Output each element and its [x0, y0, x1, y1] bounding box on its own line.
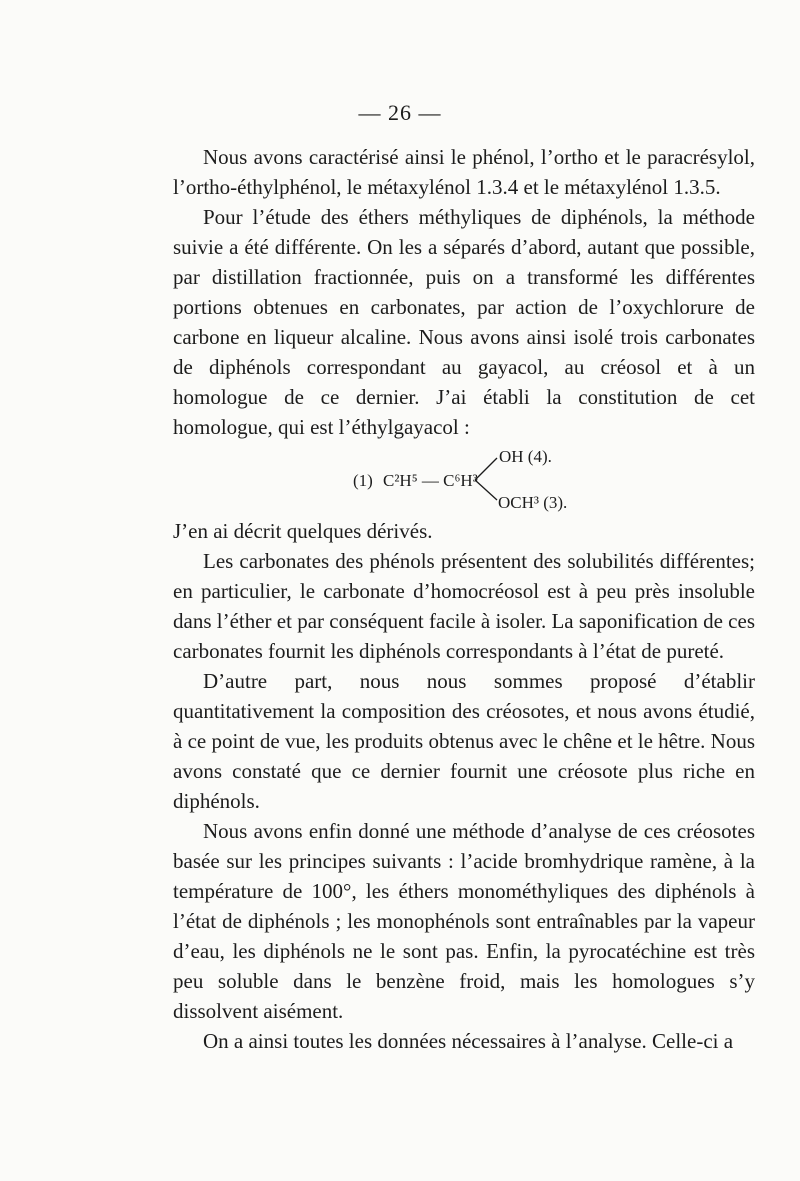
chemical-formula: [173, 442, 755, 516]
page-number: — 26 —: [358, 100, 442, 125]
formula-number: (1): [353, 471, 373, 490]
paragraph-1: Nous avons caractérisé ainsi le phénol, l’ortho et le paracrésylol, l’ortho-éthylphénol, le métaxylénol 1.3.4 et le métaxylénol 1.3.5.: [173, 145, 755, 199]
paragraph-5: D’autre part, nous nous sommes proposé d’établir quantitativement la composition des créosotes, et nous avons étudié, à ce point de vue, les produits obtenus avec le chêne et le hêtre. Nous avons constaté que ce dernier fournit une créosote plus riche en diphénols.: [173, 669, 755, 813]
formula-bottom-group: OCH³ (3).: [498, 493, 568, 512]
paragraph-4: Les carbonates des phénols présentent des solubilités différentes; en particulier, le carbonate d’homocréosol est à peu près insoluble dans l’éther et par conséquent facile à isoler. La saponification de ces carbonates fournit les diphénols correspondants à l’état de pureté.: [173, 549, 755, 663]
formula-top-group: OH (4).: [499, 447, 552, 466]
paragraph-7: On a ainsi toutes les données nécessaires à l’analyse. Celle-ci a: [203, 1029, 734, 1053]
body-text: [173, 142, 755, 1056]
formula-bonds-icon: [473, 456, 501, 502]
paragraph-2: Pour l’étude des éthers méthyliques de diphénols, la méthode suivie a été différente. On les a séparés d’abord, autant que possible, par distillation fractionnée, puis on a transformé les différentes portions obtenues en carbonates, par action de l’oxychlorure de carbone en liqueur alcaline. Nous avons ainsi isolé trois carbonates de diphénols correspondant au gayacol, au créosol et à un homologue de ce dernier. J’ai établi la constitution de cet homologue, qui est l’éthylgayacol :: [173, 205, 755, 439]
paragraph-3: J’en ai décrit quelques dérivés.: [173, 519, 433, 543]
paragraph-6: Nous avons enfin donné une méthode d’analyse de ces créosotes basée sur les principes suivants : l’acide bromhydrique ramène, à la température de 100°, les éthers monométhyliques des diphénols à l’état de diphénols ; les monophénols sont entraînables par la vapeur d’eau, les diphénols ne le sont pas. Enfin, la pyrocatéchine est très peu soluble dans le benzène froid, mais les homologues s’y dissolvent aisément.: [173, 819, 755, 1023]
formula-main: C²H⁵ — C⁶H³: [383, 471, 478, 490]
